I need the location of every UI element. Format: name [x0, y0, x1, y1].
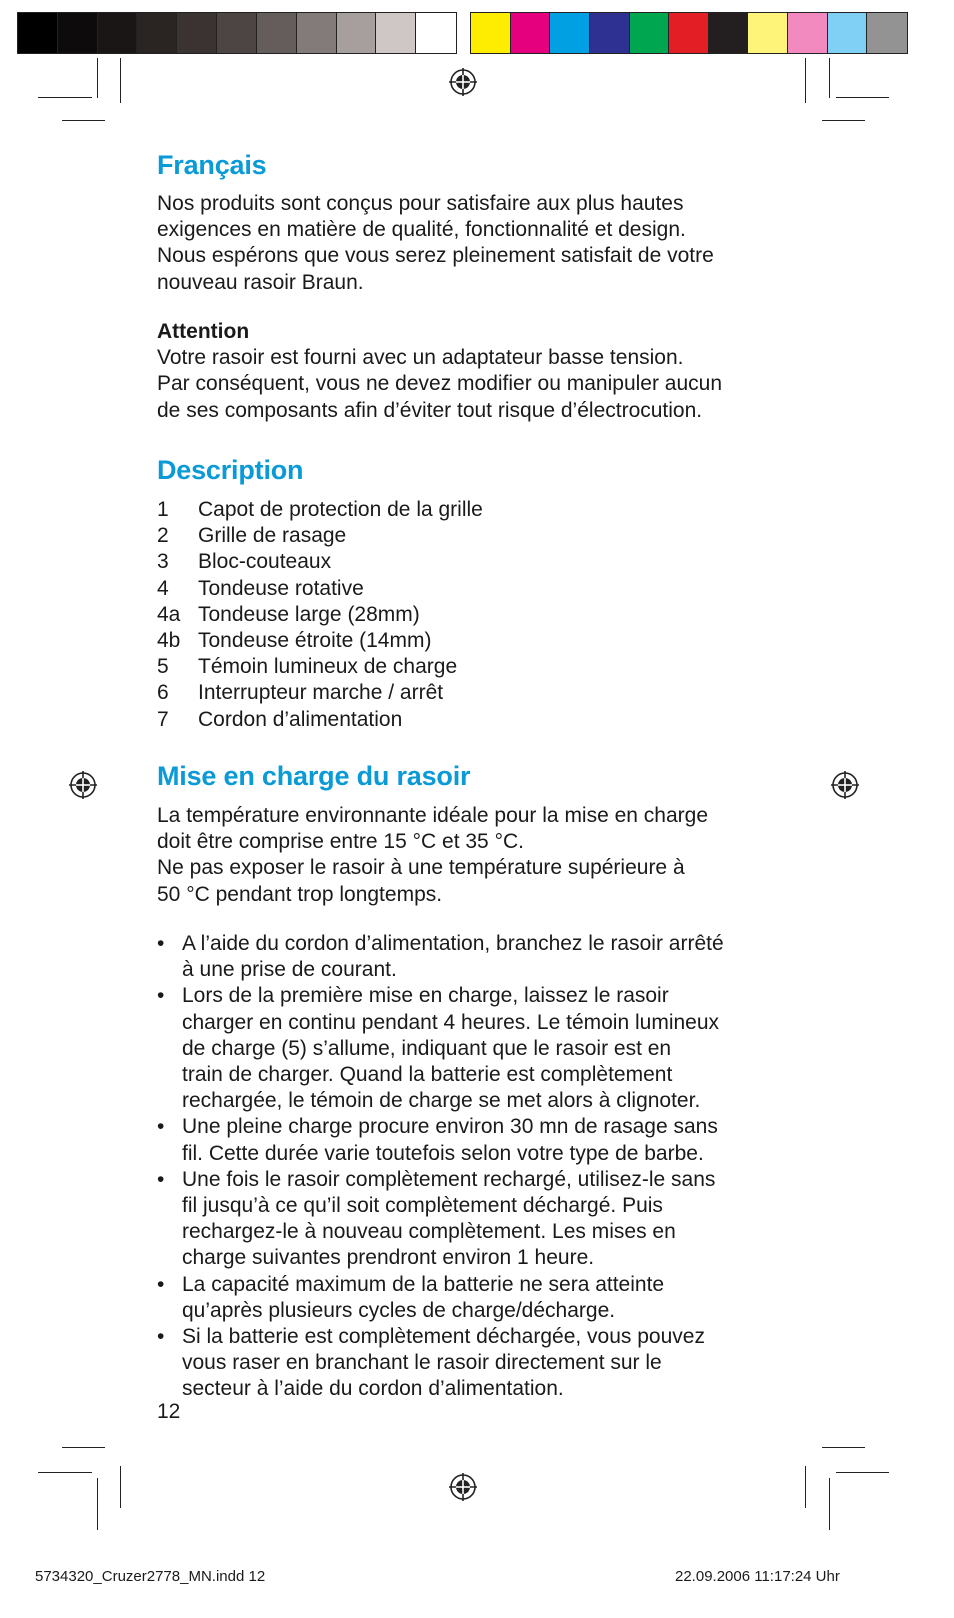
color-swatch: [257, 13, 297, 53]
color-swatch: [630, 13, 670, 53]
color-swatch: [376, 13, 416, 53]
item-text: Témoin lumineux de charge: [198, 655, 458, 679]
list-item: [157, 549, 483, 575]
crop-mark: [120, 58, 121, 103]
crop-mark: [62, 120, 105, 121]
text-line: qu’après plusieurs cycles de charge/décharge.: [182, 1298, 616, 1322]
text-line: nouveau rasoir Braun.: [157, 270, 364, 294]
crop-mark: [120, 1466, 121, 1508]
attention-paragraph: [157, 319, 797, 424]
color-swatch: [98, 13, 138, 53]
text-line: rechargée, le témoin de charge se met alors à clignoter.: [182, 1089, 701, 1113]
crop-mark: [836, 97, 889, 98]
item-number: 1: [157, 498, 169, 521]
color-swatch: [550, 13, 590, 53]
color-swatch: [748, 13, 788, 53]
bullet-icon: •: [157, 1325, 165, 1349]
text-line: exigences en matière de qualité, fonctionnalité et design.: [157, 218, 686, 242]
list-item: [157, 1167, 797, 1272]
text-line: rechargez-le à nouveau complètement. Les mises en: [182, 1220, 676, 1244]
item-text: Capot de protection de la grille: [198, 498, 483, 521]
color-swatch: [297, 13, 337, 53]
crop-mark: [97, 1478, 98, 1530]
text-line: train de charger. Quand la batterie est complètement: [182, 1063, 673, 1087]
text-line: Votre rasoir est fourni avec un adaptateur basse tension.: [157, 346, 684, 370]
crop-mark: [62, 1447, 105, 1448]
color-swatch: [58, 13, 98, 53]
color-swatch: [177, 13, 217, 53]
crop-mark: [829, 1478, 830, 1530]
charging-intro: [157, 803, 797, 908]
bullet-icon: •: [157, 984, 165, 1008]
color-swatch: [788, 13, 828, 53]
registration-mark-icon: [449, 1473, 477, 1501]
list-item: [157, 576, 483, 602]
crop-mark: [805, 1466, 806, 1508]
process-color-bar: [470, 12, 908, 54]
text-line: fil jusqu’à ce qu’il soit complètement déchargé. Puis: [182, 1194, 663, 1218]
list-item: [157, 628, 483, 654]
text-line: Par conséquent, vous ne devez modifier ou manipuler aucun: [157, 372, 723, 396]
text-line: Nos produits sont conçus pour satisfaire aux plus hautes: [157, 192, 684, 215]
bullet-icon: •: [157, 932, 165, 955]
footer-file-info: 5734320_Cruzer2778_MN.indd 12: [35, 1568, 266, 1585]
crop-mark: [97, 58, 98, 98]
crop-mark: [38, 97, 92, 98]
footer-timestamp: 22.09.2006 11:17:24 Uhr: [675, 1568, 840, 1585]
heading-charging: Mise en charge du rasoir: [157, 761, 471, 791]
gray-color-bar: [17, 12, 457, 54]
text-line: à une prise de courant.: [182, 958, 397, 982]
text-line: Nous espérons que vous serez pleinement satisfait de votre: [157, 244, 714, 268]
crop-mark: [822, 120, 865, 121]
text-line: La capacité maximum de la batterie ne sera atteinte: [182, 1272, 665, 1296]
text-line: Lors de la première mise en charge, laissez le rasoir: [182, 984, 669, 1008]
intro-paragraph: [157, 191, 797, 296]
registration-mark-icon: [449, 68, 477, 96]
color-swatch: [669, 13, 709, 53]
item-number: 4a: [157, 602, 181, 626]
list-item: [157, 1114, 797, 1166]
text-line: Ne pas exposer le rasoir à une température supérieure à: [157, 856, 685, 880]
text-line: La température environnante idéale pour la mise en charge: [157, 804, 709, 827]
color-swatch: [471, 13, 511, 53]
text-line: de charge (5) s’allume, indiquant que le rasoir est en: [182, 1036, 672, 1060]
item-number: 7: [157, 707, 169, 731]
text-line: A l’aide du cordon d’alimentation, branchez le rasoir arrêté: [182, 932, 724, 955]
list-item: [157, 680, 483, 706]
list-item: [157, 707, 483, 733]
list-item: [157, 1272, 797, 1324]
item-number: 4: [157, 576, 169, 600]
text-line: de ses composants afin d’éviter tout risque d’électrocution.: [157, 398, 703, 422]
list-item: [157, 931, 797, 983]
list-item: [157, 602, 483, 628]
bullet-icon: •: [157, 1115, 165, 1139]
list-item: [157, 497, 483, 523]
text-line: 50 °C pendant trop longtemps.: [157, 882, 443, 906]
charging-bullets: [157, 931, 797, 1403]
color-swatch: [867, 13, 907, 53]
heading-francais: Français: [157, 150, 267, 180]
text-line: vous raser en branchant le rasoir directement sur le: [182, 1351, 662, 1375]
item-number: 4b: [157, 629, 181, 653]
heading-description: Description: [157, 455, 304, 485]
text-line: secteur à l’aide du cordon d’alimentation.: [182, 1377, 564, 1401]
crop-mark: [836, 1472, 889, 1473]
color-swatch: [828, 13, 868, 53]
item-text: Cordon d’alimentation: [198, 707, 403, 731]
item-number: 3: [157, 550, 169, 574]
item-text: Grille de rasage: [198, 524, 347, 548]
text-line: fil. Cette durée varie toutefois selon votre type de barbe.: [182, 1141, 704, 1165]
page-number: 12: [157, 1400, 181, 1423]
color-swatch: [137, 13, 177, 53]
text-line: Une pleine charge procure environ 30 mn de rasage sans: [182, 1115, 718, 1139]
item-number: 5: [157, 655, 169, 679]
list-item: [157, 654, 483, 680]
list-item: [157, 983, 797, 1114]
color-swatch: [217, 13, 257, 53]
color-swatch: [18, 13, 58, 53]
list-item: [157, 1324, 797, 1403]
color-swatch: [709, 13, 749, 53]
bullet-icon: •: [157, 1167, 165, 1191]
item-text: Tondeuse étroite (14mm): [198, 629, 432, 653]
text-line: doit être comprise entre 15 °C et 35 °C.: [157, 830, 524, 854]
item-number: 2: [157, 524, 169, 548]
crop-mark: [822, 1447, 865, 1448]
list-item: [157, 523, 483, 549]
crop-mark: [805, 58, 806, 103]
crop-mark: [829, 58, 830, 98]
registration-mark-icon: [831, 771, 859, 799]
text-line: Si la batterie est complètement déchargée, vous pouvez: [182, 1325, 705, 1349]
item-text: Interrupteur marche / arrêt: [198, 681, 444, 705]
crop-mark: [38, 1472, 92, 1473]
text-line: charger en continu pendant 4 heures. Le témoin lumineux: [182, 1010, 720, 1034]
registration-mark-icon: [69, 771, 97, 799]
item-text: Bloc-couteaux: [198, 550, 332, 574]
item-text: Tondeuse rotative: [198, 576, 364, 600]
item-text: Tondeuse large (28mm): [198, 602, 420, 626]
attention-title: Attention: [157, 320, 250, 343]
color-swatch: [511, 13, 551, 53]
text-line: charge suivantes prendront environ 1 heure.: [182, 1246, 595, 1270]
color-swatch: [590, 13, 630, 53]
item-number: 6: [157, 681, 169, 705]
color-swatch: [416, 13, 456, 53]
color-swatch: [337, 13, 377, 53]
description-list: [157, 497, 483, 733]
text-line: Une fois le rasoir complètement rechargé, utilisez-le sans: [182, 1167, 716, 1191]
bullet-icon: •: [157, 1272, 165, 1296]
